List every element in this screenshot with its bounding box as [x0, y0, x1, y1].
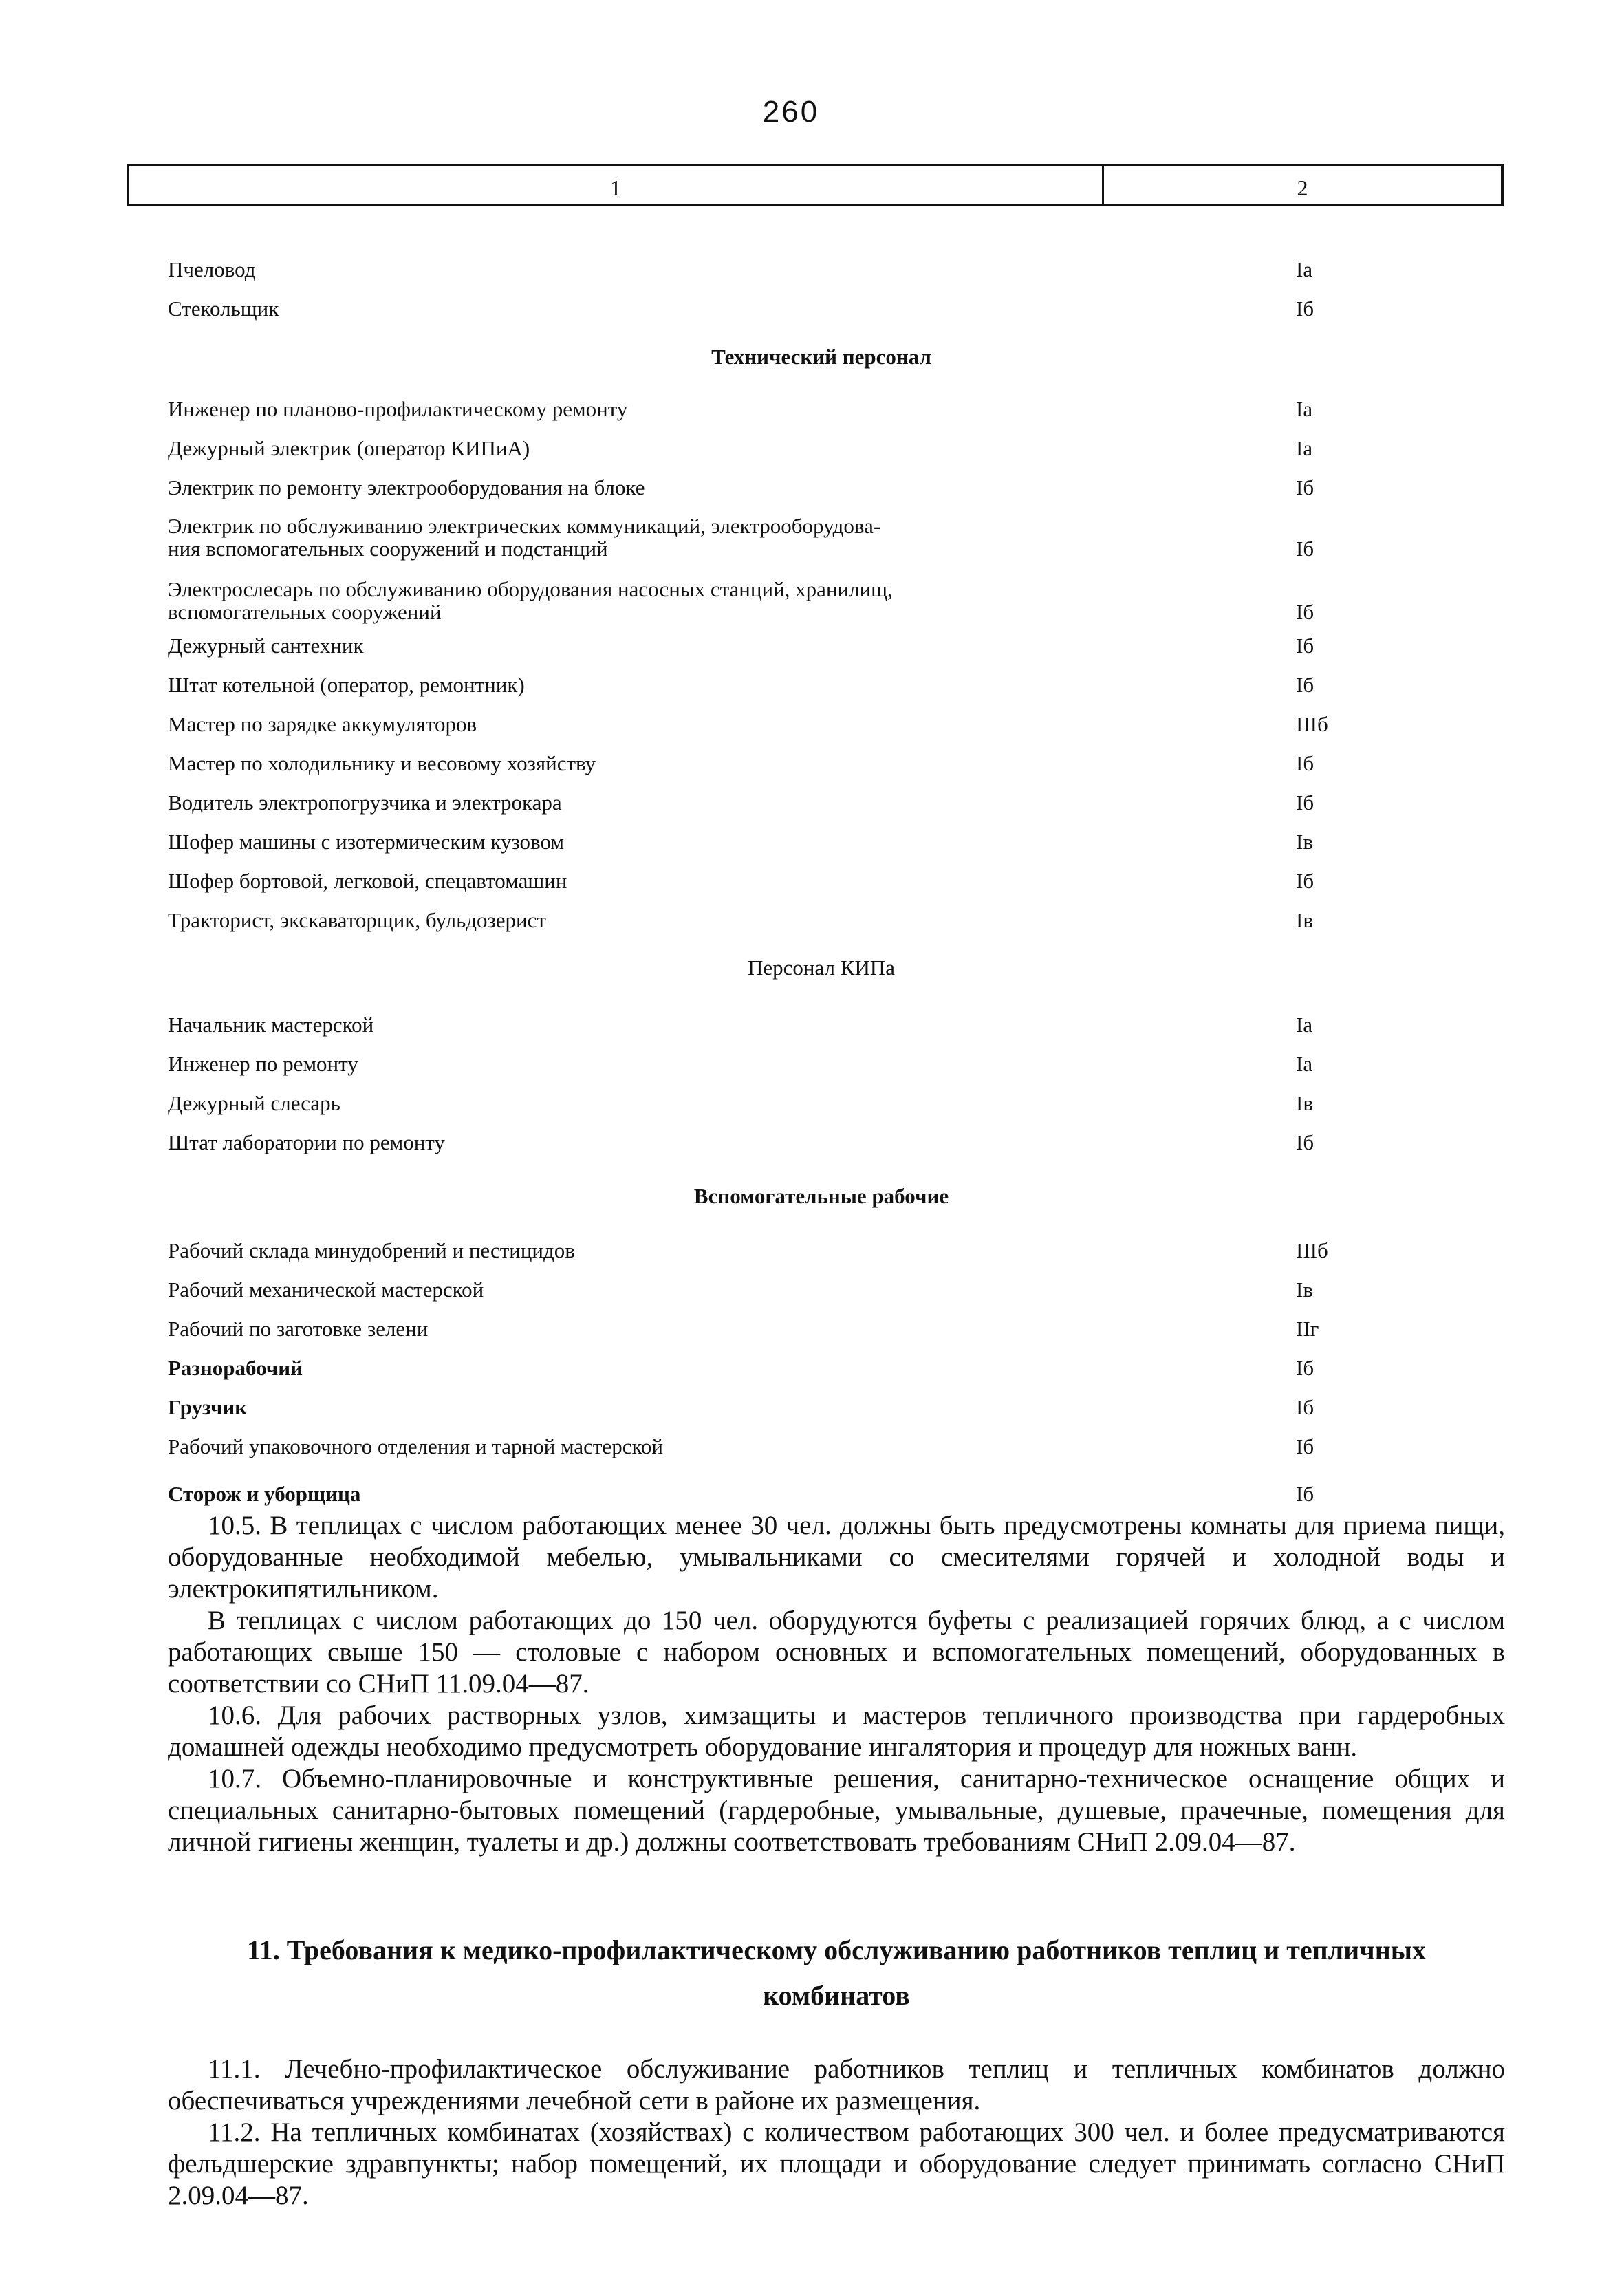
row-name: Штат котельной (оператор, ремонтник) — [168, 673, 525, 697]
row-name: Тракторист, экскаваторщик, бульдозерист — [168, 908, 546, 932]
row-name: Разнорабочий — [168, 1356, 303, 1380]
row-name: Штат лаборатории по ремонту — [168, 1130, 445, 1154]
table-row — [168, 752, 1475, 775]
row-name: Инженер по ремонту — [168, 1052, 358, 1076]
table-row — [168, 870, 1475, 892]
table-header-col-2: 2 — [1297, 175, 1308, 200]
row-name: Рабочий механической мастерской — [168, 1277, 484, 1302]
row-name: Инженер по планово-профилактическому ремонту — [168, 397, 628, 421]
table-row — [168, 1131, 1475, 1154]
row-name: Рабочий упаковочного отделения и тарной мастерской — [168, 1434, 664, 1458]
row-class: IIг — [1296, 1317, 1319, 1341]
table-row — [168, 578, 1475, 623]
row-class: Iб — [1296, 1395, 1314, 1419]
paragraph: 11.2. На тепличных комбинатах (хозяйствах) с количеством работающих 300 чел. и более предусматриваются фельдшерские здравпункты; набор помещений, их площади и оборудование следует принимать согласно СНиП 2.09.04—87. — [168, 2117, 1505, 2210]
row-name: Мастер по холодильнику и весовому хозяйству — [168, 751, 596, 775]
table-row — [168, 297, 1475, 320]
row-name: Водитель электропогрузчика и электрокара — [168, 790, 562, 815]
row-name: Мастер по зарядке аккумуляторов — [168, 712, 477, 736]
row-class: Iб — [1296, 1356, 1314, 1380]
row-class: Iб — [1296, 1434, 1314, 1458]
row-name: Рабочий по заготовке зелени — [168, 1317, 429, 1341]
table-row — [168, 830, 1475, 853]
row-class: IIIб — [1296, 1238, 1328, 1262]
section-title-aux: Вспомогательные рабочие — [693, 1184, 949, 1208]
table-row — [168, 791, 1475, 814]
row-class: Ia — [1296, 1013, 1313, 1037]
row-name: Рабочий склада минудобрений и пестицидов — [168, 1238, 575, 1262]
row-class: Iб — [1296, 296, 1314, 321]
table-row — [168, 673, 1475, 696]
row-class: Ia — [1296, 257, 1313, 281]
row-class: Iб — [1296, 634, 1314, 658]
row-class: IIIб — [1296, 712, 1328, 736]
table-row — [168, 437, 1475, 460]
page-number: 260 — [762, 95, 820, 129]
row-name: Шофер бортовой, легковой, спецавтомашин — [168, 869, 567, 893]
paragraph: 10.7. Объемно-планировочные и конструктивные решения, санитарно-техническое оснащение общих и специальных санитарно-бытовых помещений (гардеробные, умывальные, душевые, прачечные, помещения для личной гигиены женщин, туалеты и др.) должны соответствовать требованиям СНиП 2.09.04—87. — [168, 1764, 1505, 1857]
table-row — [168, 1482, 1475, 1505]
row-class: Ia — [1296, 397, 1313, 421]
row-name: Начальник мастерской — [168, 1013, 374, 1037]
row-class: Iб — [1296, 673, 1314, 697]
row-name: Электрик по ремонту электрооборудования на блоке — [168, 475, 645, 499]
table-row — [168, 1278, 1475, 1301]
row-class: Ia — [1296, 436, 1313, 460]
table-row — [168, 1396, 1475, 1419]
table-row — [168, 1357, 1475, 1379]
row-class: Iб — [1296, 751, 1314, 775]
section-heading-11 — [168, 1932, 1505, 2014]
row-name: Грузчик — [168, 1395, 248, 1419]
section-heading-line: комбинатов — [763, 1980, 910, 2011]
row-class: Iб — [1296, 475, 1314, 499]
row-class: Iв — [1296, 1091, 1313, 1115]
table-row — [168, 1053, 1475, 1075]
table-row — [168, 1013, 1475, 1036]
paragraph: 11.1. Лечебно-профилактическое обслуживание работников теплиц и тепличных комбинатов должно обеспечиваться учреждениями лечебной сети в районе их размещения. — [168, 2054, 1505, 2115]
section-heading-line: 11. Требования к медико-профилактическому обслуживанию работников теплиц и тепличных — [246, 1934, 1426, 1965]
table-row — [168, 1435, 1475, 1458]
row-class: Iб — [1296, 537, 1314, 561]
table-row — [168, 713, 1475, 735]
row-class: Iв — [1296, 908, 1313, 932]
table-row — [168, 515, 1475, 560]
body-text-11 — [168, 2053, 1505, 2212]
row-class: Iб — [1296, 790, 1314, 815]
row-class: Iв — [1296, 1277, 1313, 1302]
row-name: Дежурный слесарь — [168, 1091, 340, 1115]
row-name: Сторож и уборщица — [168, 1482, 361, 1506]
table-row — [168, 258, 1475, 281]
row-name: Стекольщик — [168, 296, 279, 321]
body-text-10 — [168, 1510, 1505, 1858]
table-row — [168, 398, 1475, 420]
table-header-col-1: 1 — [129, 166, 1104, 204]
row-name: Электрослесарь по обслуживанию оборудования насосных станций, хранилищ, вспомогательных сооружений — [168, 577, 893, 624]
row-name: Дежурный электрик (оператор КИПиА) — [168, 436, 530, 460]
table-row — [168, 634, 1475, 657]
row-name: Электрик по обслуживанию электрических коммуникаций, электрооборудова- ния вспомогательных сооружений и подстанций — [168, 514, 881, 561]
row-class: Iб — [1296, 1130, 1314, 1154]
row-class: Iб — [1296, 1482, 1314, 1506]
table-header — [127, 164, 1504, 206]
table-row — [168, 1239, 1475, 1262]
row-name: Пчеловод — [168, 257, 256, 281]
paragraph: 10.6. Для рабочих растворных узлов, химзащиты и мастеров тепличного производства при гардеробных домашней одежды необходимо предусмотреть оборудование ингалятория и процедур для ножных ванн. — [168, 1701, 1505, 1762]
row-class: Iб — [1296, 869, 1314, 893]
row-name: Шофер машины с изотермическим кузовом — [168, 830, 564, 854]
paragraph: 10.5. В теплицах с числом работающих менее 30 чел. должны быть предусмотрены комнаты для приема пищи, оборудованные необходимой мебелью, умывальниками со смесителями горячей и холодной воды и электрокипятильником. — [168, 1511, 1505, 1604]
section-title-kip: Персонал КИПа — [748, 956, 895, 980]
row-class: Iб — [1296, 600, 1314, 624]
section-title-technical: Технический персонал — [711, 345, 931, 369]
table-row — [168, 1092, 1475, 1114]
row-name: Дежурный сантехник — [168, 634, 364, 658]
row-class: Iв — [1296, 830, 1313, 854]
table-row — [168, 909, 1475, 931]
paragraph: В теплицах с числом работающих до 150 чел. оборудуются буфеты с реализацией горячих блюд, а с числом работающих свыше 150 — столовые с набором основных и вспомогательных помещений, оборудованных в соответствии со СНиП 11.09.04—87. — [168, 1606, 1505, 1699]
row-class: Ia — [1296, 1052, 1313, 1076]
table-row — [168, 476, 1475, 499]
table-row — [168, 1317, 1475, 1340]
